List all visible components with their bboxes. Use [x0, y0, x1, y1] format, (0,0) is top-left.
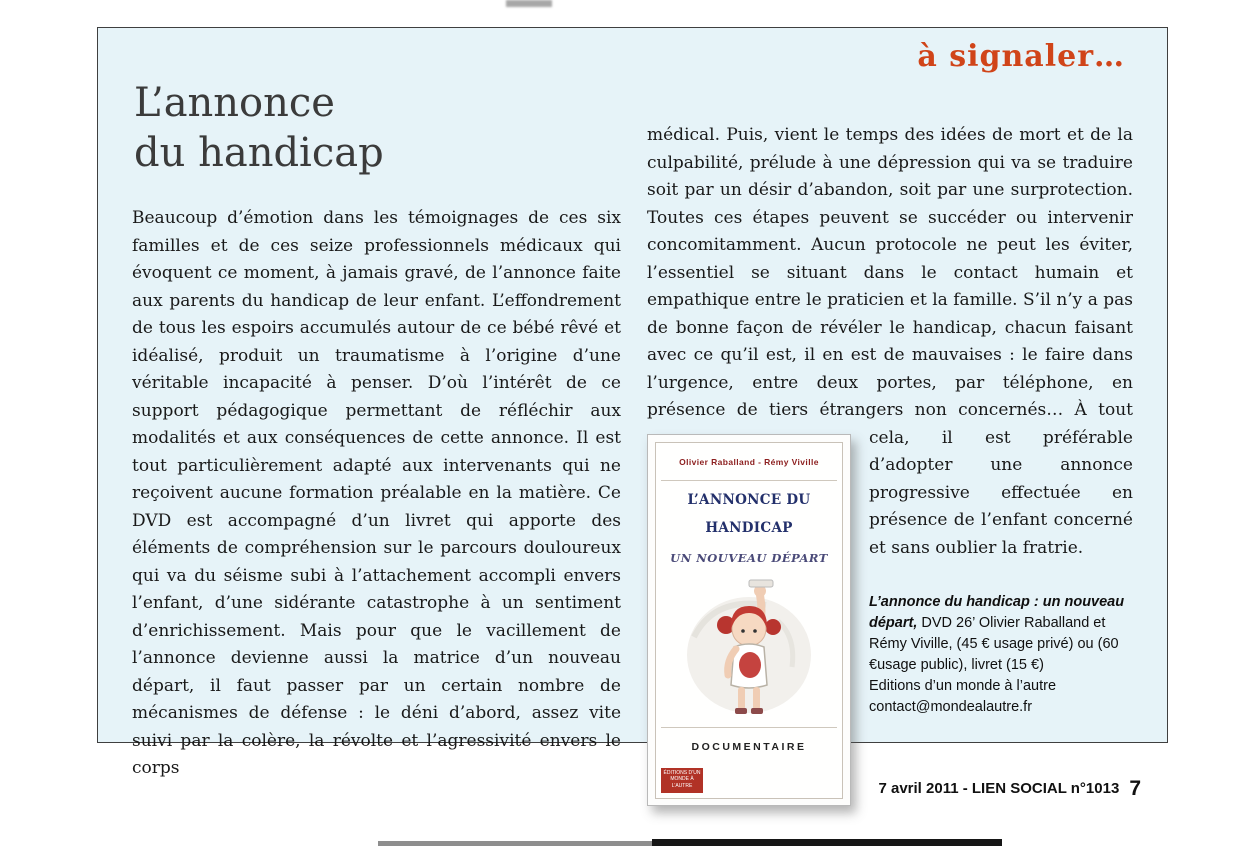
article-title — [134, 78, 384, 178]
article-title-line-1: L’annonce — [134, 80, 335, 126]
section-label: à signaler… — [917, 39, 1125, 74]
footer-issue: 7 avril 2011 - LIEN SOCIAL n°1013 — [878, 780, 1120, 797]
caption-title: L’annonce du handicap : un nouveau départ, — [869, 594, 1125, 631]
scan-edge-artifact — [652, 839, 1002, 846]
article-title-line-2: du handicap — [134, 130, 384, 176]
caption-contact: contact@mondealautre.fr — [869, 699, 1033, 715]
dvd-cover — [647, 434, 851, 807]
scan-artifact — [506, 0, 552, 7]
left-column-text: Beaucoup d’émotion dans les témoignages de ces six familles et de ces seize professionnels médicaux qui évoquent ce moment, à jamais gravé, de l’annonce faite aux parents du handicap de leur enfant. L’effondrement de tous les espoirs accumulés autour de ce bébé rêvé et idéalisé, produit un traumatisme à l’origine d’une véritable incapacité à penser. D’où l’intérêt de ce support pédagogique permettant de réfléchir aux modalités et aux conséquences de cette annonce. Il est tout particulièrement adapté aux intervenants qui ne reçoivent aucune formation préalable en la matière. Ce DVD est accompagné d’un livret qui apporte des éléments de compréhension sur le parcours douloureux qui va du séisme subi à l’attachement accompli envers l’enfant, d’une sidérante catastrophe à un sentiment d’enrichissement. Mais pour que le vacillement de l’annonce devienne aussi la matrice d’un nouveau départ, il faut passer par un certain nombre de mécanismes de défense : le déni d’abord, assez vite suivi par la colère, la révolte et l’agressivité envers le corps — [132, 208, 621, 778]
dvd-cover-card — [647, 434, 851, 807]
scan-edge-artifact — [378, 841, 652, 846]
right-column — [647, 122, 1133, 812]
dvd-category: DOCUMENTAIRE — [661, 727, 837, 762]
caption-publisher: Editions d’un monde à l’autre — [869, 678, 1057, 694]
dvd-subtitle: UN NOUVEAU DÉPART — [670, 551, 828, 565]
publisher-logo: ÉDITIONS D’UN MONDE À L’AUTRE — [661, 768, 703, 793]
dvd-title: L’ANNONCE DU HANDICAP — [687, 492, 811, 536]
dvd-authors: Olivier Raballand - Rémy Viville — [661, 449, 837, 482]
page-number: 7 — [1129, 777, 1141, 800]
girl-drawing-icon — [674, 577, 824, 723]
dvd-illustration — [661, 577, 837, 725]
dvd-cover-frame — [655, 442, 843, 800]
right-column-text-after-image: cela, il est préférable d’adopter une annonce progressive effectuée en présence de l’enfant concerné et sans oublier la fratrie. — [869, 427, 1133, 558]
right-column-text-before-image: médical. Puis, vient le temps des idées de mort et de la culpabilité, prélude à une dépression qui va se traduire soit par un désir d’abandon, soit par une surprotection. Toutes ces étapes peuvent se succéder ou intervenir concomitamment. Aucun protocole ne peut les éviter, l’essentiel se situant dans le contact humain et empathique entre le praticien et la famille. S’il n’y a pas de bonne façon de révéler le handicap, chacun faisant avec ce qu’il est, il en est de mauvaises : le faire dans l’urgence, entre deux portes, par téléphone, en présence de tiers étrangers non concernés… À tout — [647, 125, 1133, 420]
page-footer — [878, 777, 1141, 801]
dvd-publisher-strip — [661, 767, 837, 793]
caption-details: DVD 26’ Olivier Raballand et Rémy Viville, (45 € usage privé) ou (60 €usage public), livret (15 €) — [869, 615, 1119, 673]
